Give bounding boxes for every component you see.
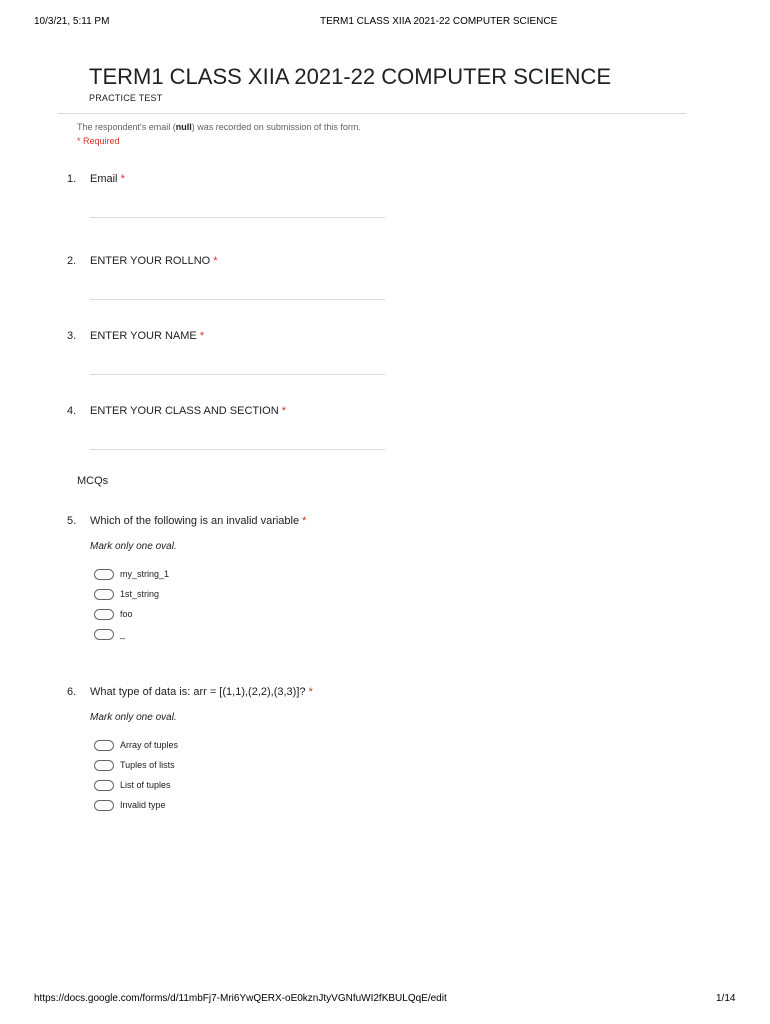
mark-one-hint: Mark only one oval.	[90, 541, 177, 552]
name-input[interactable]	[90, 374, 385, 375]
question-text-data-type	[90, 686, 313, 698]
question-label: Email	[90, 173, 118, 185]
required-star: *	[281, 405, 287, 417]
form-subtitle: PRACTICE TEST	[89, 93, 163, 103]
radio-option[interactable]	[94, 798, 166, 812]
oval-radio-icon[interactable]	[94, 800, 114, 811]
question-label: Which of the following is an invalid variable	[90, 515, 300, 527]
question-number: 5.	[67, 515, 77, 527]
email-input[interactable]	[90, 217, 385, 218]
option-label: my_string_1	[120, 569, 170, 579]
question-number: 4.	[67, 405, 77, 417]
oval-radio-icon[interactable]	[94, 609, 114, 620]
mark-one-hint: Mark only one oval.	[90, 712, 177, 723]
print-doc-title: TERM1 CLASS XIIA 2021-22 COMPUTER SCIENCE	[320, 16, 558, 27]
class-section-input[interactable]	[90, 449, 385, 450]
rollno-input[interactable]	[90, 299, 385, 300]
option-label: Invalid type	[120, 800, 166, 810]
oval-radio-icon[interactable]	[94, 780, 114, 791]
question-text-class-section	[90, 405, 286, 417]
oval-radio-icon[interactable]	[94, 569, 114, 580]
print-url: https://docs.google.com/forms/d/11mbFj7-Mri6YwQERX-oE0kznJtyVGNfuWI2fKBULQqE/edit	[34, 993, 447, 1004]
question-number: 3.	[67, 330, 77, 342]
radio-option[interactable]	[94, 587, 159, 601]
email-recorded-note	[77, 122, 361, 132]
radio-option[interactable]	[94, 607, 133, 621]
header-divider	[58, 113, 686, 114]
print-page-number: 1/14	[716, 993, 736, 1004]
option-label: foo	[120, 609, 133, 619]
radio-option[interactable]	[94, 778, 171, 792]
oval-radio-icon[interactable]	[94, 760, 114, 771]
required-star: *	[199, 330, 205, 342]
required-star: *	[213, 255, 218, 267]
required-star: *	[308, 686, 313, 698]
radio-option[interactable]	[94, 758, 175, 772]
question-number: 6.	[67, 686, 77, 698]
print-datetime: 10/3/21, 5:11 PM	[34, 16, 110, 27]
question-label: What type of data is: arr = [(1,1),(2,2),(3,3)]?	[90, 686, 306, 698]
required-star: *	[302, 515, 307, 527]
radio-option[interactable]	[94, 627, 125, 641]
email-note-prefix: The respondent's email (	[77, 122, 176, 132]
question-text-name	[90, 330, 204, 342]
section-title-mcqs: MCQs	[77, 475, 109, 487]
form-title: TERM1 CLASS XIIA 2021-22 COMPUTER SCIENCE	[89, 64, 612, 89]
oval-radio-icon[interactable]	[94, 740, 114, 751]
option-label: _	[120, 629, 126, 639]
question-number: 2.	[67, 255, 77, 267]
option-label: Array of tuples	[120, 740, 179, 750]
option-label: List of tuples	[120, 780, 171, 790]
question-text-invalid-variable	[90, 515, 306, 527]
email-note-suffix: ) was recorded on submission of this form.	[191, 122, 361, 132]
question-label: ENTER YOUR ROLLNO	[90, 255, 211, 267]
question-text-email	[90, 173, 125, 185]
option-label: Tuples of lists	[120, 760, 175, 770]
email-note-null: null	[175, 122, 192, 132]
oval-radio-icon[interactable]	[94, 629, 114, 640]
question-label: ENTER YOUR NAME	[90, 330, 197, 342]
oval-radio-icon[interactable]	[94, 589, 114, 600]
radio-option[interactable]	[94, 738, 178, 752]
question-label: ENTER YOUR CLASS AND SECTION	[90, 405, 279, 417]
question-number: 1.	[67, 173, 77, 185]
required-note: * Required	[77, 136, 120, 146]
required-star: *	[120, 173, 125, 185]
question-text-rollno	[90, 255, 218, 267]
option-label: 1st_string	[120, 589, 160, 599]
radio-option[interactable]	[94, 567, 169, 581]
